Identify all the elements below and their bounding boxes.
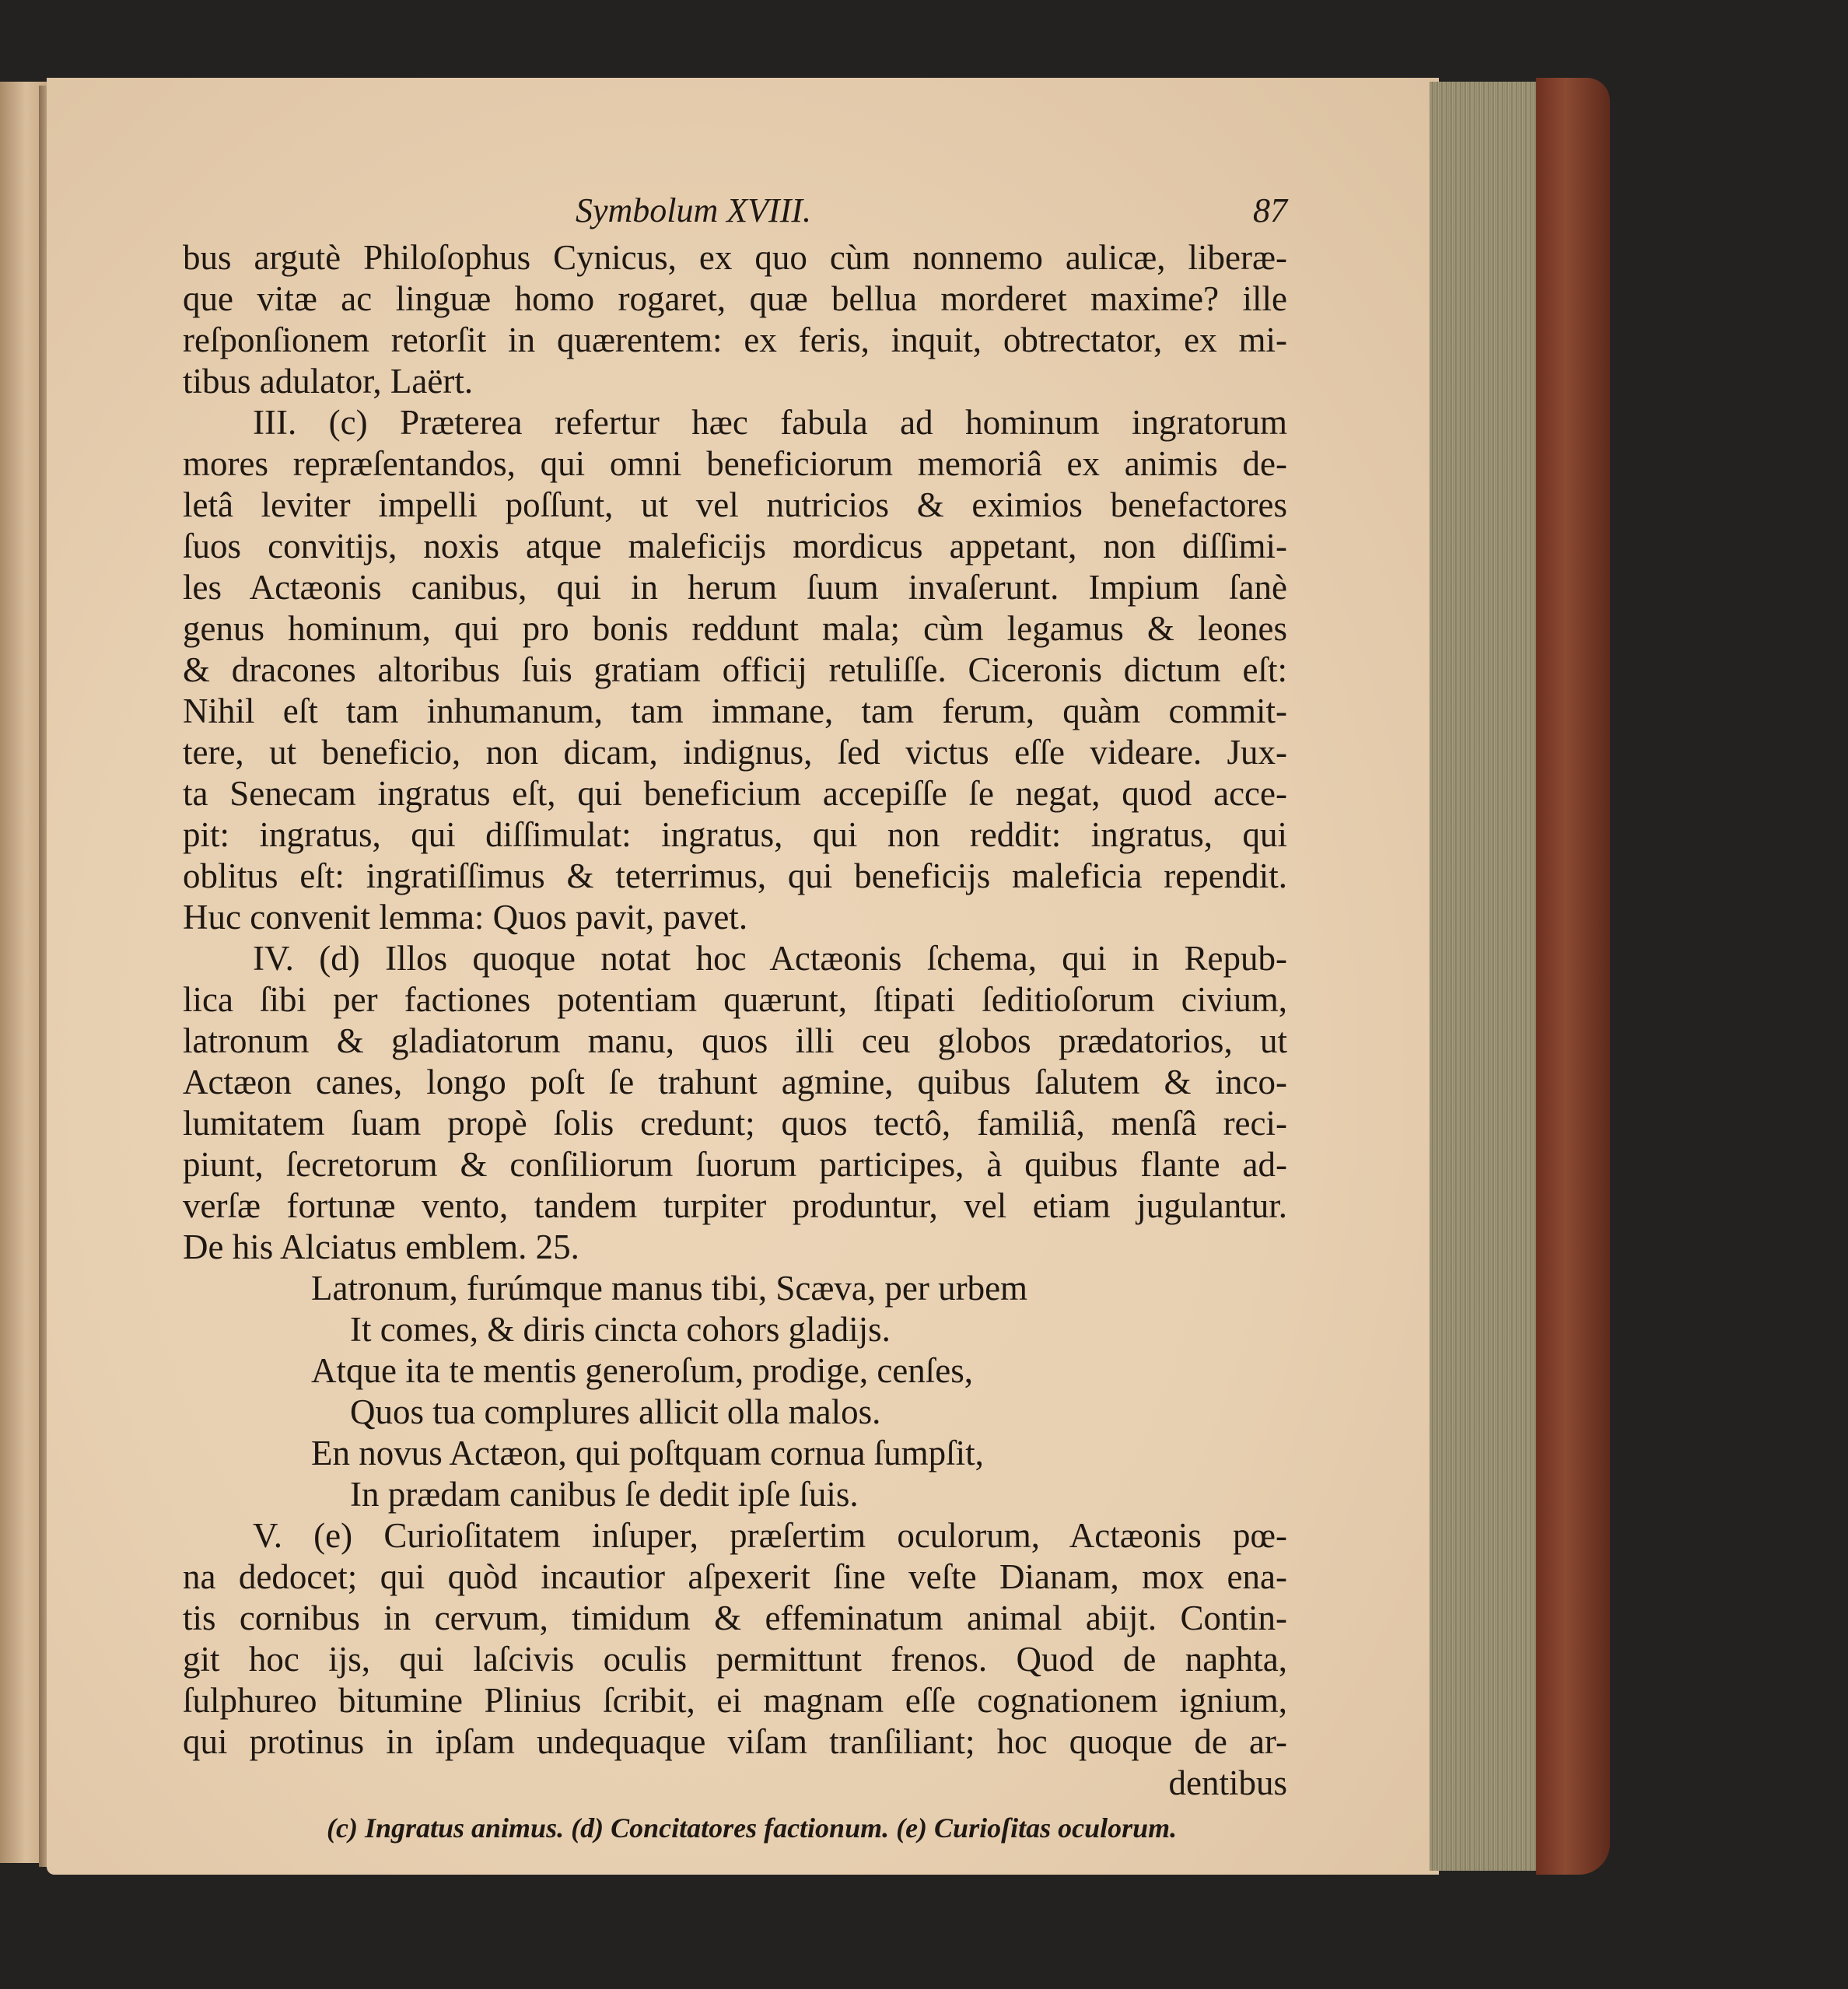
verse-line: It comes, & diris cincta cohors gladijs. — [350, 1310, 891, 1349]
verse-line: En novus Actæon, qui poſtquam cornua ſumpſit, — [311, 1434, 984, 1472]
text-line: ſuos convitijs, noxis atque maleficijs mordicus appetant, non diſſimi- — [183, 527, 1287, 566]
verse-line: Quos tua complures allicit olla malos. — [350, 1392, 881, 1431]
section-heading-line: IV. (d) Illos quoque notat hoc Actæonis ſchema, qui in Repub- — [253, 939, 1287, 978]
text-line: genus hominum, qui pro bonis reddunt mala; cùm legamus & leones — [183, 609, 1287, 648]
text-line: piunt, ſecretorum & conſiliorum ſuorum participes, à quibus flante ad- — [183, 1145, 1287, 1184]
verse-line: Latronum, furúmque manus tibi, Scæva, per urbem — [311, 1269, 1028, 1308]
book-cover-edge — [1536, 78, 1610, 1875]
text-line: tis cornibus in cervum, timidum & effeminatum animal abijt. Contin- — [183, 1599, 1287, 1637]
text-line: pit: ingratus, qui diſſimulat: ingratus, qui non reddit: ingratus, qui — [183, 815, 1287, 854]
text-line: letâ leviter impelli poſſunt, ut vel nutricios & eximios benefactores — [183, 485, 1287, 524]
text-line: mores repræſentandos, qui omni beneficiorum memoriâ ex animis de- — [183, 444, 1287, 483]
text-line: que vitæ ac linguæ homo rogaret, quæ bellua morderet maxime? ille — [183, 279, 1287, 318]
page-number: 87 — [1253, 191, 1287, 229]
text-line: na dedocet; qui quòd incautior aſpexerit ſine veſte Dianam, mox ena- — [183, 1557, 1287, 1596]
text-line: les Actæonis canibus, qui in herum ſuum invaſerunt. Impium ſanè — [183, 568, 1287, 607]
text-line: lumitatem ſuam propè ſolis credunt; quos tectô, familiâ, menſâ reci- — [183, 1104, 1287, 1143]
text-line: & dracones altoribus ſuis gratiam officij retuliſſe. Ciceronis dictum eſt: — [183, 650, 1287, 689]
text-line: git hoc ijs, qui laſcivis oculis permittunt frenos. Quod de naphta, — [183, 1640, 1287, 1679]
text-line: Huc convenit lemma: Quos pavit, pavet. — [183, 898, 748, 937]
footnotes: (c) Ingratus animus. (d) Concitatores factionum. (e) Curioſitas oculorum. — [327, 1812, 1178, 1844]
text-line: tibus adulator, Laërt. — [183, 362, 474, 401]
text-line: ta Senecam ingratus eſt, qui beneficium accepiſſe ſe negat, quod acce- — [183, 774, 1287, 813]
running-header — [183, 191, 1287, 237]
verse-line: Atque ita te mentis generoſum, prodige, cenſes, — [311, 1351, 974, 1390]
text-line: ſulphureo bitumine Plinius ſcribit, ei magnam eſſe cognationem ignium, — [183, 1681, 1287, 1720]
text-line: lica ſibi per factiones potentiam quærunt, ſtipati ſeditioſorum civium, — [183, 980, 1287, 1019]
text-line: verſæ fortunæ vento, tandem turpiter produntur, vel etiam jugulantur. — [183, 1186, 1287, 1225]
verse-line: In prædam canibus ſe dedit ipſe ſuis. — [350, 1475, 859, 1514]
page-block-edge — [1430, 82, 1546, 1871]
text-line: Actæon canes, longo poſt ſe trahunt agmine, quibus ſalutem & inco- — [183, 1063, 1287, 1101]
text-line: latronum & gladiatorum manu, quos illi ceu globos prædatorios, ut — [183, 1021, 1287, 1060]
running-title: Symbolum XVIII. — [576, 191, 812, 229]
text-line: qui protinus in ipſam undequaque viſam tranſiliant; hoc quoque de ar- — [183, 1722, 1287, 1761]
text-line: bus argutè Philoſophus Cynicus, ex quo cùm nonnemo aulicæ, liberæ- — [183, 238, 1287, 277]
section-heading-line: III. (c) Præterea refertur hæc fabula ad hominum ingratorum — [253, 403, 1287, 442]
text-line: reſponſionem retorſit in quærentem: ex feris, inquit, obtrectator, ex mi- — [183, 320, 1287, 359]
section-heading-line: V. (e) Curioſitatem inſuper, præſertim oculorum, Actæonis pœ- — [253, 1516, 1287, 1555]
text-line: De his Alciatus emblem. 25. — [183, 1227, 579, 1266]
text-line: Nihil eſt tam inhumanum, tam immane, tam ferum, quàm commit- — [183, 692, 1287, 730]
catchword: dentibus — [1168, 1763, 1287, 1802]
text-line: tere, ut beneficio, non dicam, indignus, ſed victus eſſe videare. Jux- — [183, 733, 1287, 772]
text-line: oblitus eſt: ingratiſſimus & teterrimus, qui beneficijs maleficia rependit. — [183, 856, 1287, 895]
page-text — [183, 191, 1287, 1844]
